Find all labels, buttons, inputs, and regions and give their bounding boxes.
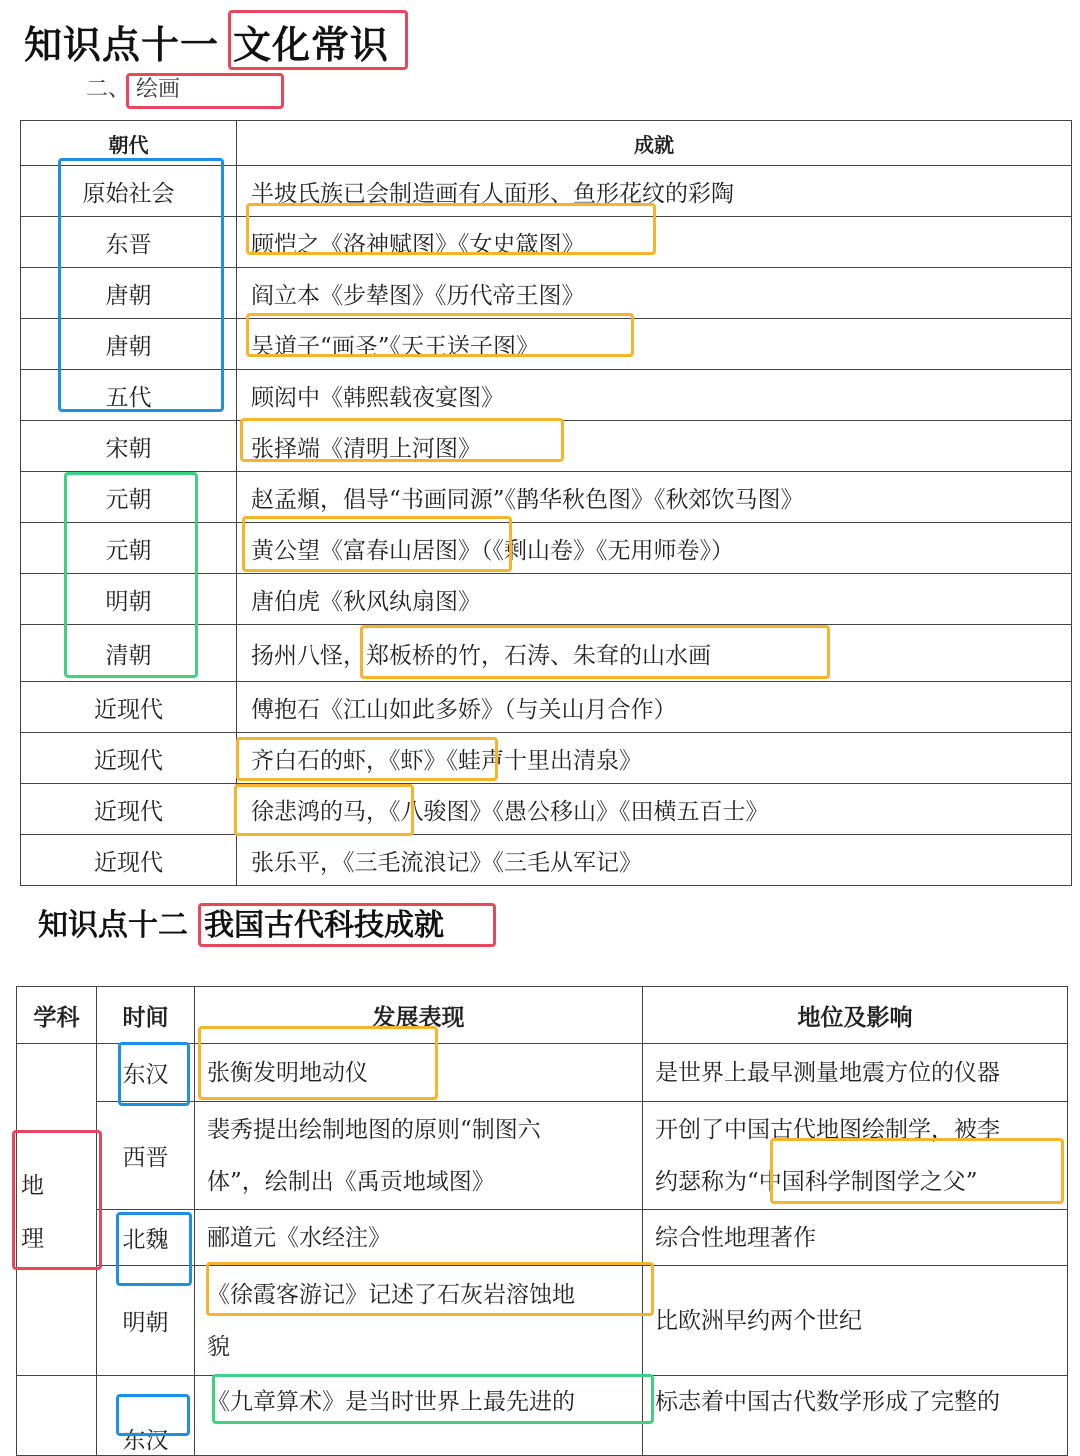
achievement-cell: 黄公望《富春山居图》（《剩山卷》《无用师卷》）	[237, 523, 1072, 574]
achievement-cell: 阎立本《步辇图》《历代帝王图》	[237, 268, 1072, 319]
header-subject: 学科	[17, 987, 97, 1044]
achievement-cell: 顾闳中《韩熙载夜宴图》	[237, 370, 1072, 421]
achievement-cell: 张择端《清明上河图》	[237, 421, 1072, 472]
table-row	[21, 733, 1072, 784]
time-cell: 明朝	[97, 1266, 195, 1376]
era-cell: 明朝	[21, 574, 237, 625]
achievement-cell: 吴道子“画圣”《天王送子图》	[237, 319, 1072, 370]
development-cell	[195, 1266, 643, 1376]
subtitle-prefix: 二、	[86, 77, 131, 102]
table-row	[21, 835, 1072, 886]
table-row	[21, 319, 1072, 370]
influence-line: 约瑟称为“中国科学制图学之父”	[655, 1168, 978, 1195]
era-cell: 唐朝	[21, 268, 237, 319]
achievement-cell: 扬州八怪，郑板桥的竹，石涛、朱耷的山水画	[237, 625, 1072, 682]
table-row	[21, 574, 1072, 625]
era-cell: 唐朝	[21, 319, 237, 370]
era-cell: 清朝	[21, 625, 237, 682]
header-achievement: 成就	[237, 121, 1072, 166]
influence-cell: 标志着中国古代数学形成了完整的	[643, 1376, 1068, 1456]
development-line: 《徐霞客游记》记述了石灰岩溶蚀地	[207, 1281, 575, 1308]
header-era: 朝代	[21, 121, 237, 166]
era-cell: 原始社会	[21, 166, 237, 217]
table-row	[21, 523, 1072, 574]
table-row	[21, 217, 1072, 268]
era-cell: 元朝	[21, 472, 237, 523]
subtitle-highlight: 绘画	[136, 77, 181, 102]
table-row	[17, 1102, 1068, 1210]
subject-char: 地	[21, 1172, 44, 1199]
influence-cell: 综合性地理著作	[643, 1210, 1068, 1266]
table-row	[17, 1376, 1068, 1456]
time-cell: 北魏	[97, 1210, 195, 1266]
section1-subtitle	[86, 72, 180, 103]
table-row	[21, 370, 1072, 421]
development-line: 貌	[207, 1333, 230, 1360]
era-cell: 东晋	[21, 217, 237, 268]
era-cell: 近现代	[21, 835, 237, 886]
achievement-cell: 半坡氏族已会制造画有人面形、鱼形花纹的彩陶	[237, 166, 1072, 217]
section2-title-highlight: 我国古代科技成就	[204, 908, 444, 943]
achievement-cell: 顾恺之《洛神赋图》《女史箴图》	[237, 217, 1072, 268]
table-row	[21, 784, 1072, 835]
table-row	[21, 682, 1072, 733]
achievement-cell: 赵孟頫，倡导“书画同源”《鹊华秋色图》《秋郊饮马图》	[237, 472, 1072, 523]
painting-table	[20, 120, 1072, 886]
subject-cell-geography	[17, 1044, 97, 1376]
section1-title-prefix: 知识点十一	[24, 23, 220, 67]
header-influence: 地位及影响	[643, 987, 1068, 1044]
science-table	[16, 986, 1068, 1456]
achievement-cell: 张乐平，《三毛流浪记》《三毛从军记》	[237, 835, 1072, 886]
era-cell: 近现代	[21, 733, 237, 784]
time-cell: 东汉	[97, 1044, 195, 1102]
era-cell: 近现代	[21, 682, 237, 733]
table-row	[17, 1210, 1068, 1266]
influence-cell: 是世界上最早测量地震方位的仪器	[643, 1044, 1068, 1102]
influence-cell	[643, 1102, 1068, 1210]
table-row	[21, 166, 1072, 217]
subject-char: 理	[21, 1225, 44, 1252]
section2-title-prefix: 知识点十二	[38, 908, 188, 943]
era-cell: 元朝	[21, 523, 237, 574]
achievement-cell: 齐白石的虾，《虾》《蛙声十里出清泉》	[237, 733, 1072, 784]
achievement-cell: 徐悲鸿的马，《八骏图》《愚公移山》《田横五百士》	[237, 784, 1072, 835]
development-cell: 《九章算术》是当时世界上最先进的	[195, 1376, 643, 1456]
development-line: 裴秀提出绘制地图的原则“制图六	[207, 1116, 541, 1143]
influence-cell: 比欧洲早约两个世纪	[643, 1266, 1068, 1376]
header-development: 发展表现	[195, 987, 643, 1044]
development-line: 体”，绘制出《禹贡地域图》	[207, 1168, 495, 1195]
table-row	[17, 1044, 1068, 1102]
era-cell: 近现代	[21, 784, 237, 835]
development-cell: 郦道元《水经注》	[195, 1210, 643, 1266]
section1-title	[24, 14, 389, 69]
time-cell: 东汉	[97, 1376, 195, 1456]
table-row	[21, 625, 1072, 682]
section2-title	[38, 900, 444, 944]
table-row	[21, 421, 1072, 472]
header-time: 时间	[97, 987, 195, 1044]
era-cell: 五代	[21, 370, 237, 421]
table-row	[21, 472, 1072, 523]
section1-title-highlight: 文化常识	[233, 23, 390, 67]
achievement-cell: 傅抱石《江山如此多娇》（与关山月合作）	[237, 682, 1072, 733]
achievement-cell: 唐伯虎《秋风纨扇图》	[237, 574, 1072, 625]
table-row	[17, 1266, 1068, 1376]
time-cell: 西晋	[97, 1102, 195, 1210]
table-row	[21, 268, 1072, 319]
development-cell: 张衡发明地动仪	[195, 1044, 643, 1102]
era-cell: 宋朝	[21, 421, 237, 472]
development-cell	[195, 1102, 643, 1210]
influence-line: 开创了中国古代地图绘制学，被李	[655, 1116, 1000, 1143]
subject-cell	[17, 1376, 97, 1456]
